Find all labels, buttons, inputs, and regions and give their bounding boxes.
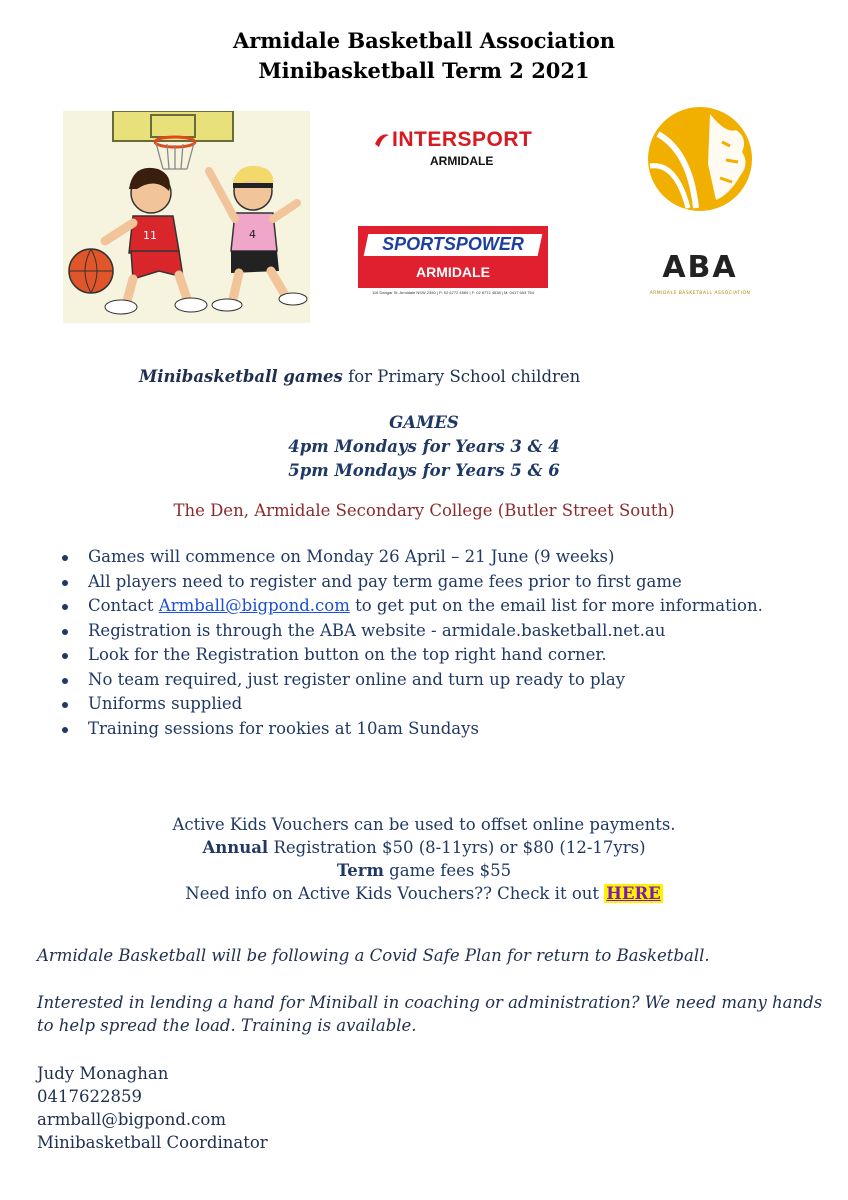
- list-item: No team required, just register online and turn up ready to play: [88, 670, 828, 695]
- vouchers-line: Active Kids Vouchers can be used to offset online payments.: [172, 815, 676, 834]
- contact-phone: 0417622859: [37, 1087, 142, 1106]
- annual-fee-line: Annual Registration $50 (8-11yrs) or $80 (12-17yrs): [202, 838, 646, 857]
- page-title-line1: Armidale Basketball Association: [232, 28, 616, 53]
- sportspower-contact: 116 Dangar St, Armidale NSW 2350 | P: 02 6772 4569 | F: 02 6772 4538 | M: 0417 653 754: [371, 290, 535, 295]
- covid-note: Armidale Basketball will be following a Covid Safe Plan for return to Basketball.: [37, 946, 710, 965]
- venue: The Den, Armidale Secondary College (Butler Street South): [173, 501, 675, 520]
- help-note-line1: Interested in lending a hand for Miniball in coaching or administration? We need many hands: [37, 993, 823, 1012]
- list-item: Uniforms supplied: [88, 694, 828, 719]
- term-fee-line: Term game fees $55: [336, 861, 512, 880]
- intro-emphasis: Minibasketball games: [139, 367, 343, 386]
- list-item: Contact Armball@bigpond.com to get put on the email list for more information.: [88, 596, 828, 621]
- contact-name: Judy Monaghan: [37, 1064, 169, 1083]
- contact-email: armball@bigpond.com: [37, 1110, 226, 1129]
- intro-line: [139, 367, 580, 386]
- aba-letters: ABA: [662, 250, 738, 285]
- jersey-number-left: 11: [143, 229, 157, 242]
- sportspower-place: ARMIDALE: [416, 264, 490, 280]
- games-line1: 4pm Mondays for Years 3 & 4: [288, 437, 560, 456]
- list-item: All players need to register and pay term game fees prior to first game: [88, 572, 828, 597]
- list-item: Registration is through the ABA website - armidale.basketball.net.au: [88, 621, 828, 646]
- list-item: Look for the Registration button on the top right hand corner.: [88, 645, 828, 670]
- intro-rest: for Primary School children: [342, 367, 581, 386]
- intersport-swoosh-icon: [374, 132, 390, 148]
- games-line2: 5pm Mondays for Years 5 & 6: [288, 461, 560, 480]
- sportspower-name: SPORTSPOWER: [382, 234, 524, 254]
- kids-basketball-illustration: [63, 111, 310, 323]
- list-item: Training sessions for rookies at 10am Sundays: [88, 719, 828, 744]
- intersport-place: ARMIDALE: [430, 154, 494, 168]
- jersey-number-right: 4: [249, 228, 256, 241]
- contact-role: Minibasketball Coordinator: [37, 1133, 268, 1152]
- list-item: Games will commence on Monday 26 April – 21 June (9 weeks): [88, 547, 828, 572]
- contact-email-link[interactable]: Armball@bigpond.com: [158, 596, 350, 615]
- intersport-name: INTERSPORT: [392, 128, 533, 151]
- aba-ball-icon: [630, 104, 770, 214]
- intersport-logo: [370, 128, 540, 172]
- help-note-line2: to help spread the load. Training is available.: [37, 1016, 417, 1035]
- games-heading: GAMES: [389, 413, 459, 432]
- aba-full-name: ARMIDALE BASKETBALL ASSOCIATION: [649, 291, 751, 296]
- vouchers-here-link[interactable]: HERE: [606, 884, 661, 903]
- sportspower-logo: [358, 226, 548, 302]
- vouchers-info-line: Need info on Active Kids Vouchers?? Check it out HERE: [185, 884, 661, 903]
- page-title-line2: Minibasketball Term 2 2021: [258, 58, 590, 83]
- info-bullet-list: [88, 547, 828, 743]
- aba-logo: [630, 104, 770, 304]
